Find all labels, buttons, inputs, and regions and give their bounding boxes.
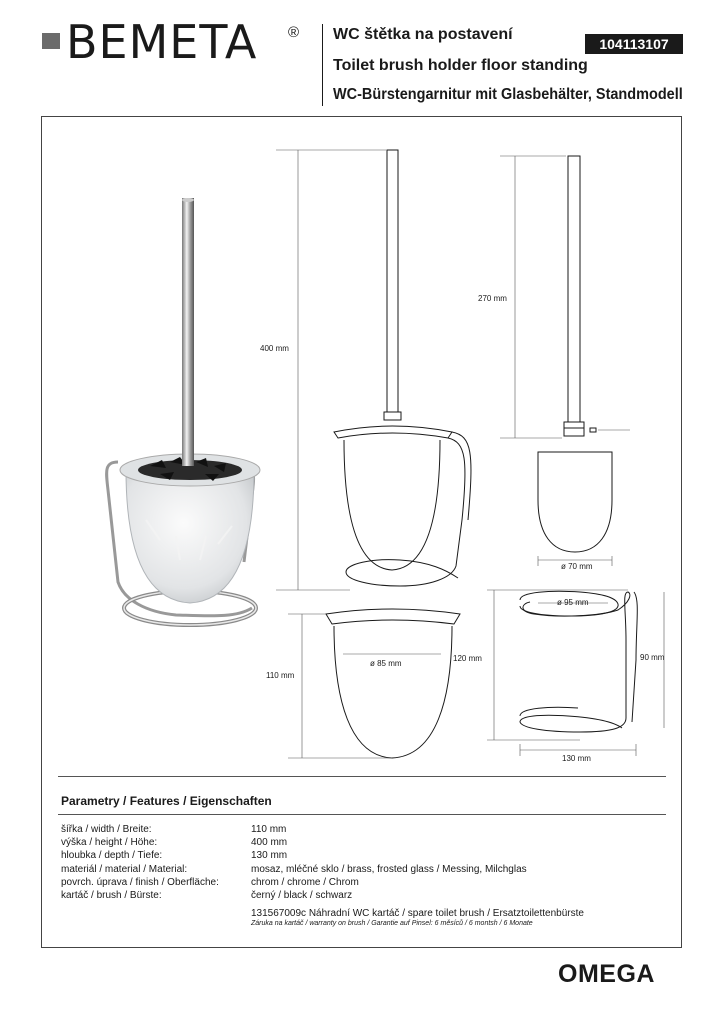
dim-brush-height: 270 mm <box>478 294 507 303</box>
dim-holder-depth: 130 mm <box>562 754 591 763</box>
spec-value: mosaz, mléčné sklo / brass, frosted glass / Messing, Milchglas <box>251 863 527 875</box>
spare-part-info: 131567009c Náhradní WC kartáč / spare toilet brush / Ersatztoilettenbürste <box>251 908 584 919</box>
wire-holder-drawing <box>520 591 637 732</box>
title-english: Toilet brush holder floor standing <box>333 57 588 74</box>
spec-label: hloubka / depth / Tiefe: <box>61 850 163 862</box>
brush-drawing <box>538 156 612 552</box>
dim-cup-height: 110 mm <box>266 671 295 680</box>
front-elevation-drawing <box>334 150 471 586</box>
product-code: 104113107 <box>585 34 683 54</box>
spec-label: výška / height / Höhe: <box>61 837 158 849</box>
spec-value: 110 mm <box>251 824 287 835</box>
dim-holder-inner-height: 90 mm <box>640 653 665 662</box>
spec-label: povrch. úprava / finish / Oberfläche: <box>61 876 219 888</box>
spec-label: materiál / material / Material: <box>61 863 188 875</box>
spec-value: 130 mm <box>251 850 288 862</box>
spec-value: chrom / chrome / Chrom <box>251 876 359 888</box>
brand-logo: BEMETA <box>66 15 258 69</box>
section-rule-features <box>58 814 666 815</box>
series-name: OMEGA <box>558 960 655 988</box>
dim-ring-diameter: ø 95 mm <box>557 598 589 607</box>
title-german: WC-Bürstengarnitur mit Glasbehälter, Standmodell <box>333 86 683 103</box>
spec-label: šířka / width / Breite: <box>61 824 152 835</box>
product-photo <box>107 198 260 625</box>
spec-value: černý / black / schwarz <box>251 889 353 901</box>
warranty-note: Záruka na kartáč / warranty on brush / Garantie auf Pinsel: 6 měsíců / 6 montsh / 6 Monate <box>251 920 533 927</box>
glass-cup-drawing <box>326 609 460 758</box>
title-czech: WC štětka na postavení <box>333 26 513 43</box>
features-title: Parametry / Features / Eigenschaften <box>61 794 272 808</box>
registered-mark: ® <box>288 24 300 41</box>
dim-brush-diameter: ø 70 mm <box>561 562 593 571</box>
spec-label: kartáč / brush / Bürste: <box>61 889 162 901</box>
dim-total-height: 400 mm <box>260 344 289 353</box>
dim-holder-height: 120 mm <box>453 654 482 663</box>
dim-cup-diameter: ø 85 mm <box>370 659 402 668</box>
section-rule-top <box>58 776 666 777</box>
spec-value: 400 mm <box>251 837 288 849</box>
